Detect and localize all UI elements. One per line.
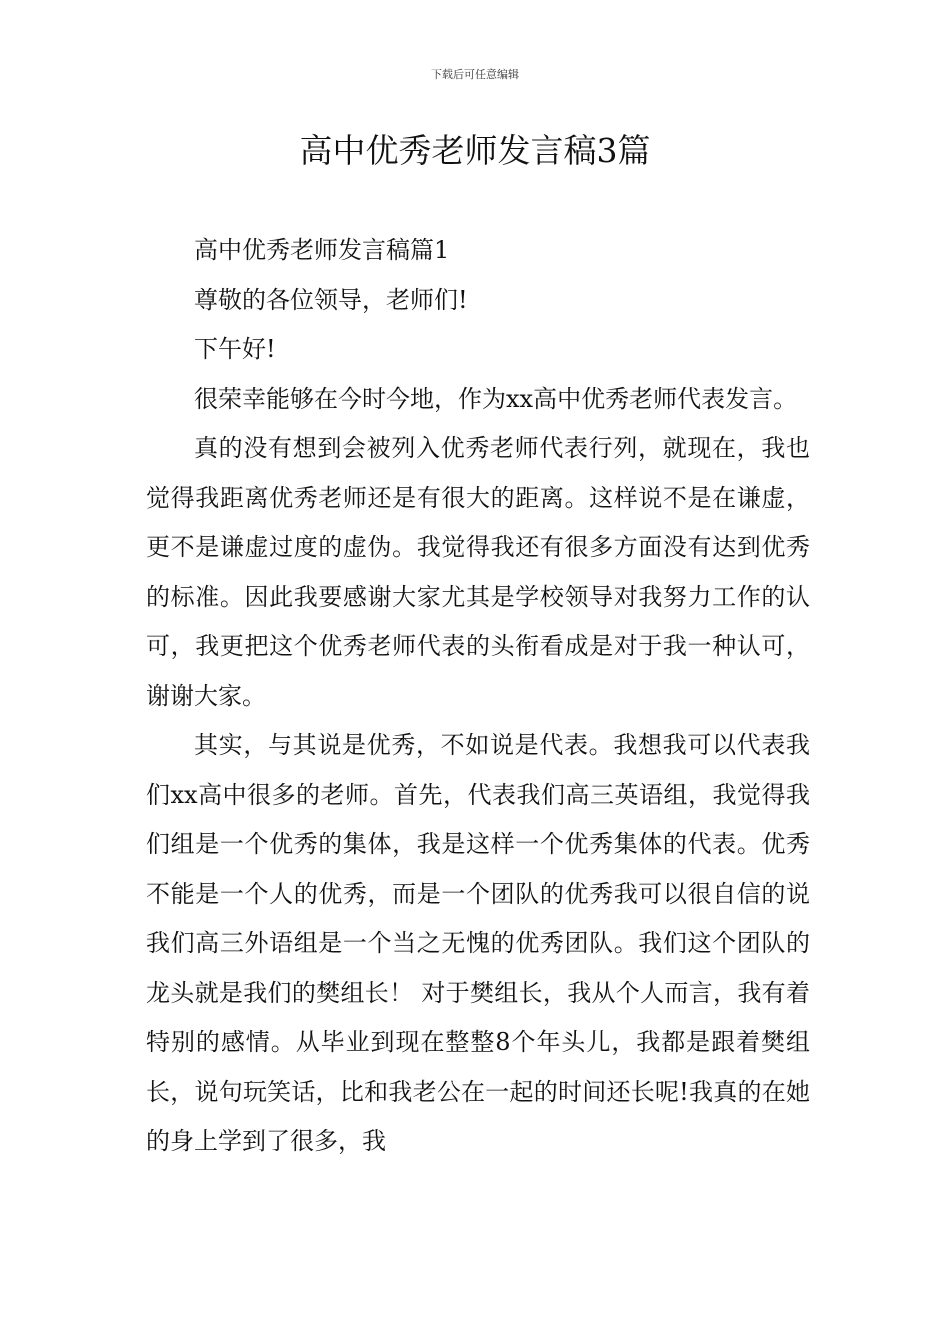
header-note: 下载后可任意编辑: [431, 68, 519, 81]
paragraph: 很荣幸能够在今时今地，作为xx高中优秀老师代表发言。: [194, 384, 798, 413]
document-body: [146, 226, 810, 1167]
document-title: 高中优秀老师发言稿3篇: [299, 131, 651, 170]
paragraph: 真的没有想到会被列入优秀老师代表行列，就现在，我也觉得我距离优秀老师还是有很大的距离。这样说不是在谦虚，更不是谦虚过度的虚伪。我觉得我还有很多方面没有达到优秀的标准。因此我要感谢大家尤其是学校领导对我努力工作的认可，我更把这个优秀老师代表的头衔看成是对于我一种认可，谢谢大家。: [146, 434, 810, 710]
greeting: 下午好!: [194, 335, 276, 363]
salutation: 尊敬的各位领导，老师们!: [194, 285, 468, 314]
section-heading: 高中优秀老师发言稿篇1: [194, 236, 450, 264]
paragraph: 其实，与其说是优秀，不如说是代表。我想我可以代表我们xx高中很多的老师。首先，代表我们高三英语组，我觉得我们组是一个优秀的集体，我是这样一个优秀集体的代表。优秀不能是一个人的优秀，而是一个团队的优秀我可以很自信的说我们高三外语组是一个当之无愧的优秀团队。我们这个团队的龙头就是我们的樊组长！ 对于樊组长，我从个人而言，我有着特别的感情。从毕业到现在整整8个年头儿，我都是跟着樊组长，说句玩笑话，比和我老公在一起的时间还长呢!我真的在她的身上学到了很多，我: [146, 731, 810, 1155]
